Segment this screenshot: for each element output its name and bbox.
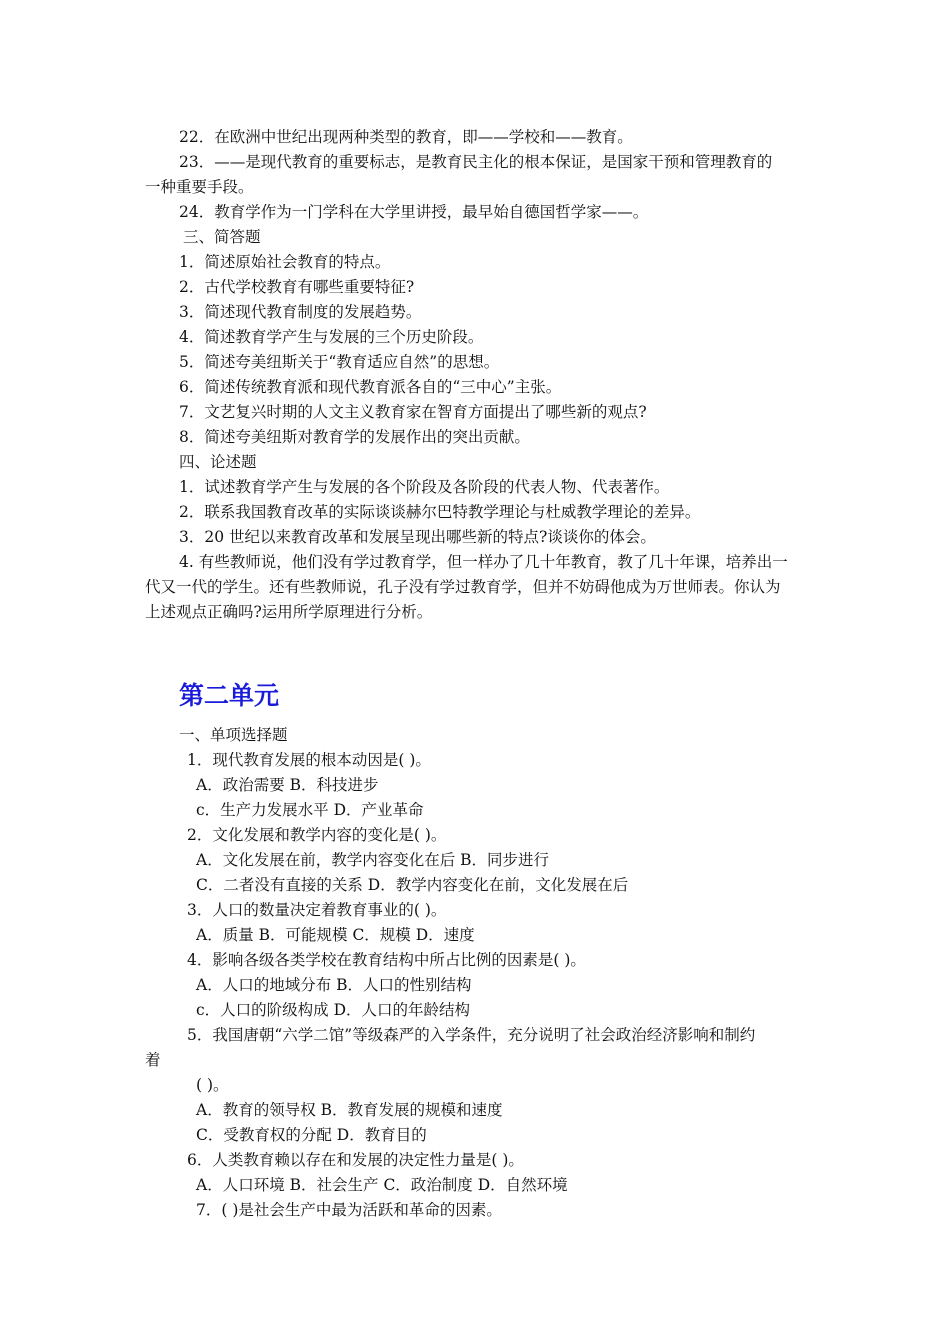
essay-item-4-line-3: 上述观点正确吗?运用所学原理进行分析。 (145, 603, 433, 621)
choice-question-2: 2．文化发展和教学内容的变化是( )。 (187, 826, 447, 844)
choice-options: C．二者没有直接的关系 D．教学内容变化在前，文化发展在后 (196, 876, 629, 894)
choice-options: A．政治需要 B．科技进步 (196, 776, 379, 794)
choice-question-4: 4．影响各级各类学校在教育结构中所占比例的因素是( )。 (187, 951, 586, 969)
essay-item: 3．20 世纪以来教育改革和发展呈现出哪些新的特点?谈谈你的体会。 (179, 528, 656, 546)
choice-question-3: 3．人口的数量决定着教育事业的( )。 (187, 901, 447, 919)
essay-item-4-line-1: 4. 有些教师说，他们没有学过教育学，但一样办了几十年教育，教了几十年课，培养出一 (179, 553, 788, 571)
essay-item: 2．联系我国教育改革的实际谈谈赫尔巴特教学理论与杜威教学理论的差异。 (179, 503, 701, 521)
choice-options: C．受教育权的分配 D．教育目的 (196, 1126, 427, 1144)
short-answer-item: 2．古代学校教育有哪些重要特征? (179, 278, 415, 296)
question-24: 24．教育学作为一门学科在大学里讲授，最早始自德国哲学家——。 (179, 203, 649, 221)
choice-options: A．质量 B．可能规模 C．规模 D．速度 (196, 926, 475, 944)
choice-options: c．生产力发展水平 D．产业革命 (196, 801, 424, 819)
short-answer-item: 8．简述夸美纽斯对教育学的发展作出的突出贡献。 (179, 428, 530, 446)
unit-heading: 第二单元 (179, 681, 280, 710)
choice-options: A．人口的地域分布 B．人口的性别结构 (196, 976, 472, 994)
short-answer-item: 3．简述现代教育制度的发展趋势。 (179, 303, 422, 321)
choice-options: A．文化发展在前，教学内容变化在后 B．同步进行 (196, 851, 550, 869)
choice-question-5-line-2: 着 (145, 1051, 161, 1069)
short-answer-item: 7．文艺复兴时期的人文主义教育家在智育方面提出了哪些新的观点? (179, 403, 647, 421)
choice-options: A．人口环境 B．社会生产 C．政治制度 D．自然环境 (196, 1176, 568, 1194)
section-title-single-choice: 一、单项选择题 (179, 726, 288, 744)
essay-item: 1．试述教育学产生与发展的各个阶段及各阶段的代表人物、代表著作。 (179, 478, 670, 496)
section-title-short-answer: 三、简答题 (183, 228, 261, 246)
choice-question-6: 6．人类教育赖以存在和发展的决定性力量是( )。 (187, 1151, 524, 1169)
short-answer-item: 5．简述夸美纽斯关于“教育适应自然”的思想。 (179, 353, 500, 371)
choice-options: c．人口的阶级构成 D．人口的年龄结构 (196, 1001, 471, 1019)
choice-question-5-line-1: 5．我国唐朝“六学二馆”等级森严的入学条件，充分说明了社会政治经济影响和制约 (187, 1026, 756, 1044)
section-title-essay: 四、论述题 (179, 453, 257, 471)
short-answer-item: 1．简述原始社会教育的特点。 (179, 253, 391, 271)
short-answer-item: 4．简述教育学产生与发展的三个历史阶段。 (179, 328, 484, 346)
question-23-line-1: 23．——是现代教育的重要标志，是教育民主化的根本保证，是国家干预和管理教育的 (179, 153, 773, 171)
choice-options: A．教育的领导权 B．教育发展的规模和速度 (196, 1101, 503, 1119)
question-23-line-2: 一种重要手段。 (145, 178, 254, 196)
choice-question-7: 7．( )是社会生产中最为活跃和革命的因素。 (196, 1201, 502, 1219)
choice-question-5-line-3: ( )。 (196, 1076, 229, 1094)
essay-item-4-line-2: 代又一代的学生。还有些教师说，孔子没有学过教育学，但并不妨碍他成为万世师表。你认为 (145, 578, 781, 596)
question-22: 22．在欧洲中世纪出现两种类型的教育，即——学校和——教育。 (179, 128, 633, 146)
choice-question-1: 1．现代教育发展的根本动因是( )。 (187, 751, 431, 769)
short-answer-item: 6．简述传统教育派和现代教育派各自的“三中心”主张。 (179, 378, 562, 396)
